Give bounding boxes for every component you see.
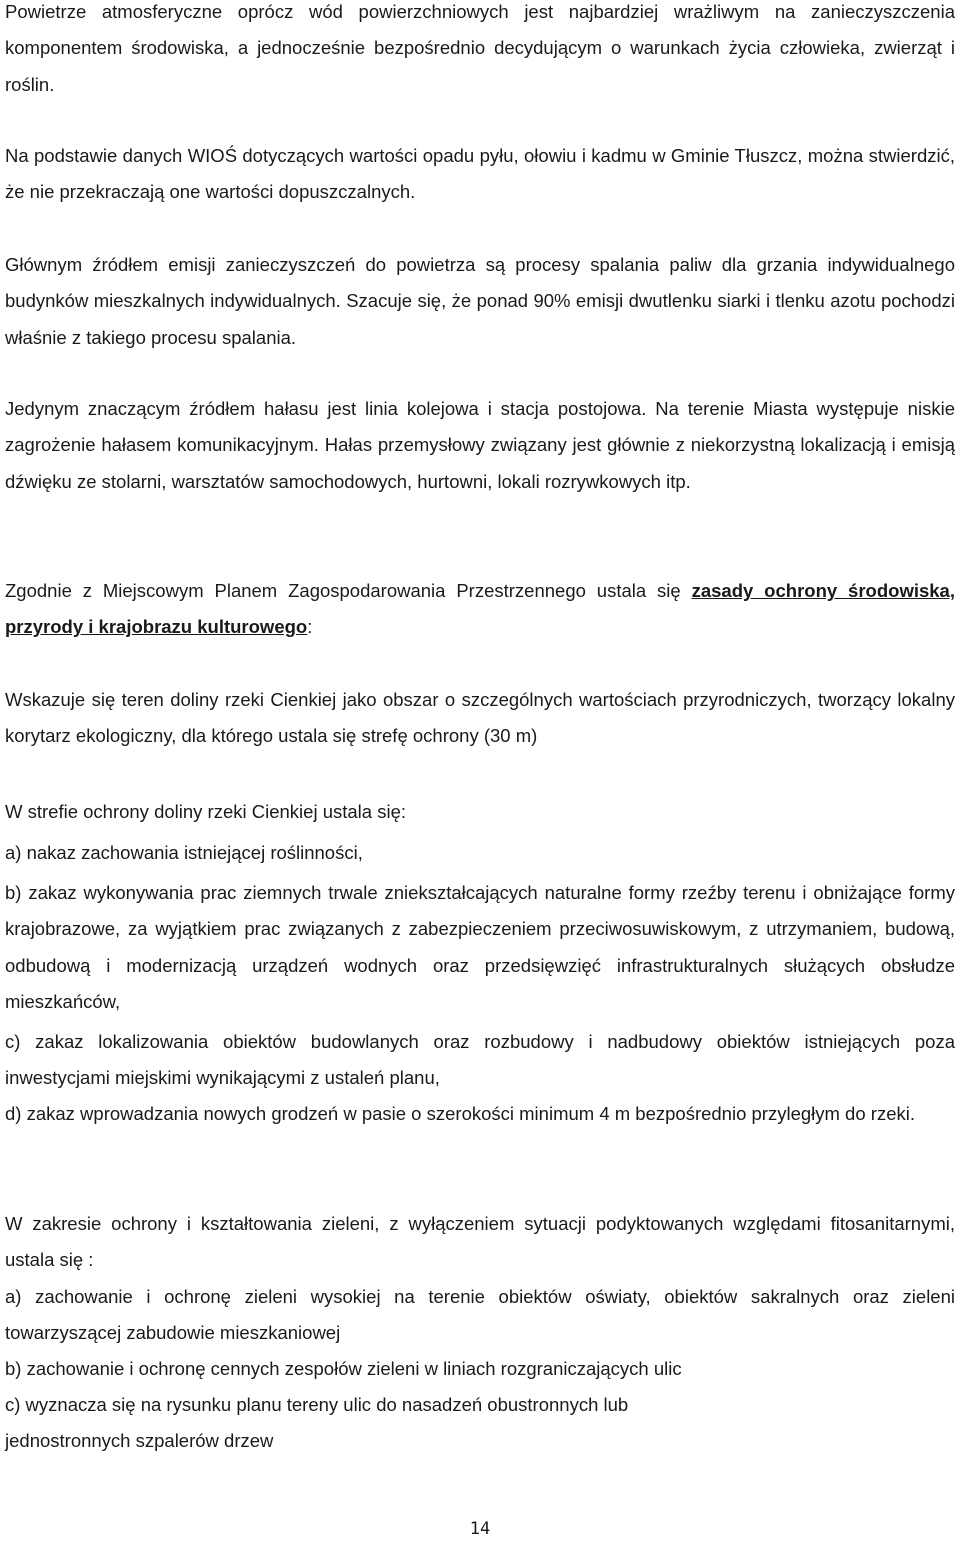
greenery-item-c-line2: jednostronnych szpalerów drzew: [5, 1430, 274, 1452]
list-item-b: b) zakaz wykonywania prac ziemnych trwale zniekształcających naturalne formy rzeźby terenu i obniżające formy krajobrazowe, za wyjątkiem prac związanych z zabezpieczeniem przeciwosuwiskowym, z utrzymaniem, budową, odbudową i modernizacją urządzeń wodnych oraz przedsięwzięć infrastrukturalnych służących obsłudze mieszkańców,: [5, 882, 955, 1013]
list-item-d: d) zakaz wprowadzania nowych grodzeń w pasie o szerokości minimum 4 m bezpośrednio przyległym do rzeki.: [5, 1103, 915, 1124]
greenery-item-b: b) zachowanie i ochronę cennych zespołów zieleni w liniach rozgraniczających ulic: [5, 1358, 682, 1379]
list-item-a: a) nakaz zachowania istniejącej roślinności,: [5, 842, 363, 863]
greenery-item-c-line1: c) wyznacza się na rysunku planu tereny ulic do nasadzeń obustronnych lub: [5, 1394, 629, 1415]
greenery-item-a: a) zachowanie i ochronę zieleni wysokiej na terenie obiektów oświaty, obiektów sakralnych oraz zieleni towarzyszącej zabudowie mieszkaniowej: [5, 1286, 955, 1344]
zoning-plan-suffix: :: [307, 616, 313, 638]
list-item-c: c) zakaz lokalizowania obiektów budowlanych oraz rozbudowy i nadbudowy obiektów istniejących poza inwestycjami miejskimi wynikającymi z ustaleń planu,: [5, 1031, 955, 1089]
paragraph-greenery: W zakresie ochrony i kształtowania zieleni, z wyłączeniem sytuacji podyktowanych względami fitosanitarnymi, ustala się :: [5, 1213, 955, 1271]
paragraph-zoning-plan: [5, 573, 955, 646]
paragraph-wios-data: Na podstawie danych WIOŚ dotyczących wartości opadu pyłu, ołowiu i kadmu w Gminie Tłuszcz, można stwierdzić, że nie przekraczają one wartości dopuszczalnych.: [5, 145, 955, 203]
paragraph-river-valley: Wskazuje się teren doliny rzeki Cienkiej jako obszar o szczególnych wartościach przyrodniczych, tworzący lokalny korytarz ekologiczny, dla którego ustala się strefę ochrony (30 m): [5, 689, 955, 747]
greenery-item-c: [5, 1387, 628, 1460]
paragraph-air-quality: Powietrze atmosferyczne oprócz wód powierzchniowych jest najbardziej wrażliwym na zanieczyszczenia komponentem środowiska, a jednocześnie bezpośrednio decydującym o warunkach życia człowieka, zwierząt i roślin.: [5, 1, 955, 95]
zoning-plan-emphasis: zasady ochrony środowiska, przyrody i krajobrazu kulturowego: [5, 580, 955, 638]
paragraph-emission-sources: Głównym źródłem emisji zanieczyszczeń do powietrza są procesy spalania paliw dla grzania indywidualnego budynków mieszkalnych indywidualnych. Szacuje się, że ponad 90% emisji dwutlenku siarki i tlenku azotu pochodzi właśnie z takiego procesu spalania.: [5, 254, 955, 348]
page-number: 14: [469, 1519, 491, 1539]
paragraph-noise: Jedynym znaczącym źródłem hałasu jest linia kolejowa i stacja postojowa. Na terenie Miasta występuje niskie zagrożenie hałasem komunikacyjnym. Hałas przemysłowy związany jest głównie z niekorzystną lokalizacją i emisją dźwięku ze stolarni, warsztatów samochodowych, hurtowni, lokali rozrywkowych itp.: [5, 398, 955, 492]
zoning-plan-prefix: Zgodnie z Miejscowym Planem Zagospodarowania Przestrzennego ustala się: [5, 580, 692, 601]
paragraph-protection-zone-heading: W strefie ochrony doliny rzeki Cienkiej ustala się:: [5, 801, 406, 822]
